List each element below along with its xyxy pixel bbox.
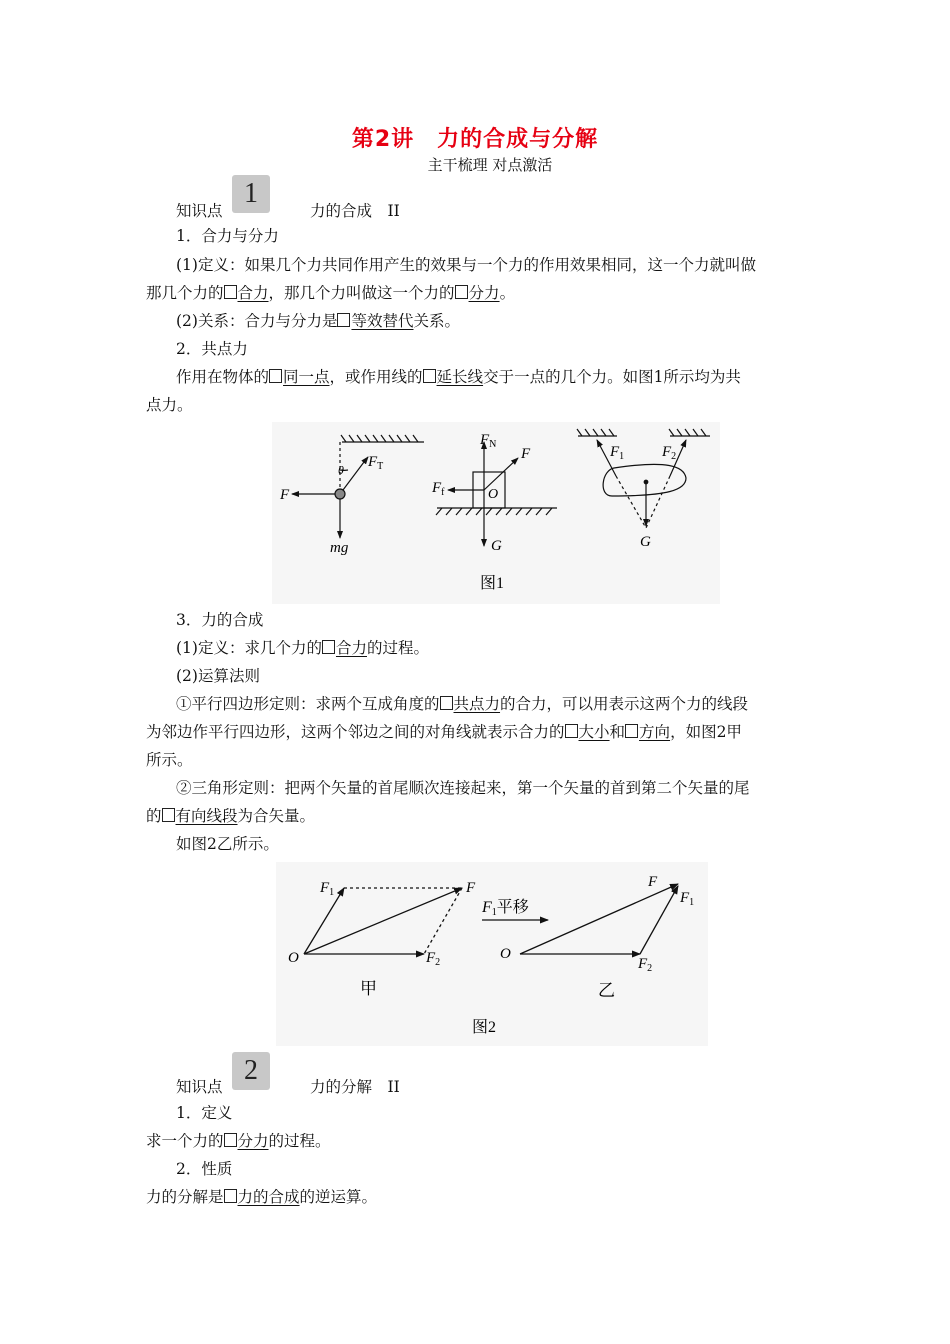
s1-definition-line1: (1)定义：如果几个力共同作用产生的效果与一个力的作用效果相同，这一个力就叫做 [176,256,756,274]
label-shift: F1平移 [482,899,529,918]
s3-triangle-line2: 的 有向线段为合矢量。 [146,807,316,825]
figure-1 [272,422,720,604]
label-ft: $F_T$ [368,454,384,472]
s3-rule-heading: (2)运算法则 [176,667,260,685]
s3-parallelogram-line1: ①平行四边形定则：求两个互成角度的 共点力的合力，可以用表示这两个力的线段 [176,695,749,713]
label-g-suspended: G [640,534,651,550]
label-mg: mg [330,540,349,556]
s3-heading: 3．力的合成 [176,611,264,629]
fig2-right-caption: 乙 [598,981,615,1000]
label-f-right: F [648,874,658,890]
s3-triangle-line1: ②三角形定则：把两个矢量的首尾顺次连接起来，第一个矢量的首到第二个矢量的尾 [176,779,750,797]
s1-heading: 1．合力与分力 [176,227,279,245]
label-f1-left: $F_1$ [320,880,335,898]
s4-heading: 1．定义 [176,1104,233,1122]
s5-heading: 2．性质 [176,1160,233,1178]
s2-text-line1: 作用在物体的 同一点，或作用线的 延长线交于一点的几个力。如图1所示均为共 [176,368,741,386]
label-fn: $F_N$ [480,432,497,450]
label-g-block: G [491,538,502,554]
fig2-left-caption: 甲 [360,979,377,998]
label-f-left: F [466,880,476,896]
label-f2-suspended: $F_2$ [662,444,677,462]
label-f1-right: $F_1$ [680,890,695,908]
blank-fill-resultant: 合力 [237,284,269,302]
s1-relation: (2)关系：合力与分力是 等效替代关系。 [176,312,460,330]
label-f1-suspended: $F_1$ [610,444,625,462]
page-subtitle: 主干梳理 对点激活 [427,156,553,174]
s3-parallelogram-line3: 所示。 [146,751,193,769]
label-o-block: O [488,487,499,502]
kp2-label: 知识点 [176,1078,223,1096]
figure-2-caption: 图2 [472,1019,497,1036]
kp1-heading: 力的合成 II [310,202,400,220]
kp1-number-badge: 1 [232,175,270,213]
blank-fill-component: 分力 [468,284,500,302]
figure-2 [276,862,708,1046]
label-o-right: O [500,946,511,962]
figure-1-caption: 图1 [480,575,505,592]
label-f2-right: $F_2$ [638,956,653,974]
s3-figure-ref: 如图2乙所示。 [176,835,279,853]
s3-definition: (1)定义：求几个力的 合力的过程。 [176,639,429,657]
label-theta: θ [338,463,344,477]
kp2-number-badge: 2 [232,1052,270,1090]
s2-heading: 2．共点力 [176,340,248,358]
s4-text: 求一个力的 分力的过程。 [146,1132,331,1150]
label-f2-left: $F_2$ [426,950,441,968]
label-f-block: F [521,446,531,462]
kp2-heading: 力的分解 II [310,1078,400,1096]
s3-parallelogram-line2: 为邻边作平行四边形，这两个邻边之间的对角线就表示合力的 大小和 方向，如图2甲 [146,723,742,741]
kp1-label: 知识点 [176,202,223,220]
label-o-left: O [288,950,299,966]
label-ff: $F_f$ [432,480,445,498]
s1-definition-line2: 那几个力的 合力，那几个力叫做这一个力的 分力。 [146,284,516,302]
s2-text-line2: 点力。 [146,396,193,414]
page-title: 第2讲 力的合成与分解 [351,127,599,152]
blank-fill-equivalent: 等效替代 [351,312,414,330]
label-f-left: F [280,487,290,503]
s5-text: 力的分解是 力的合成的逆运算。 [146,1188,378,1206]
